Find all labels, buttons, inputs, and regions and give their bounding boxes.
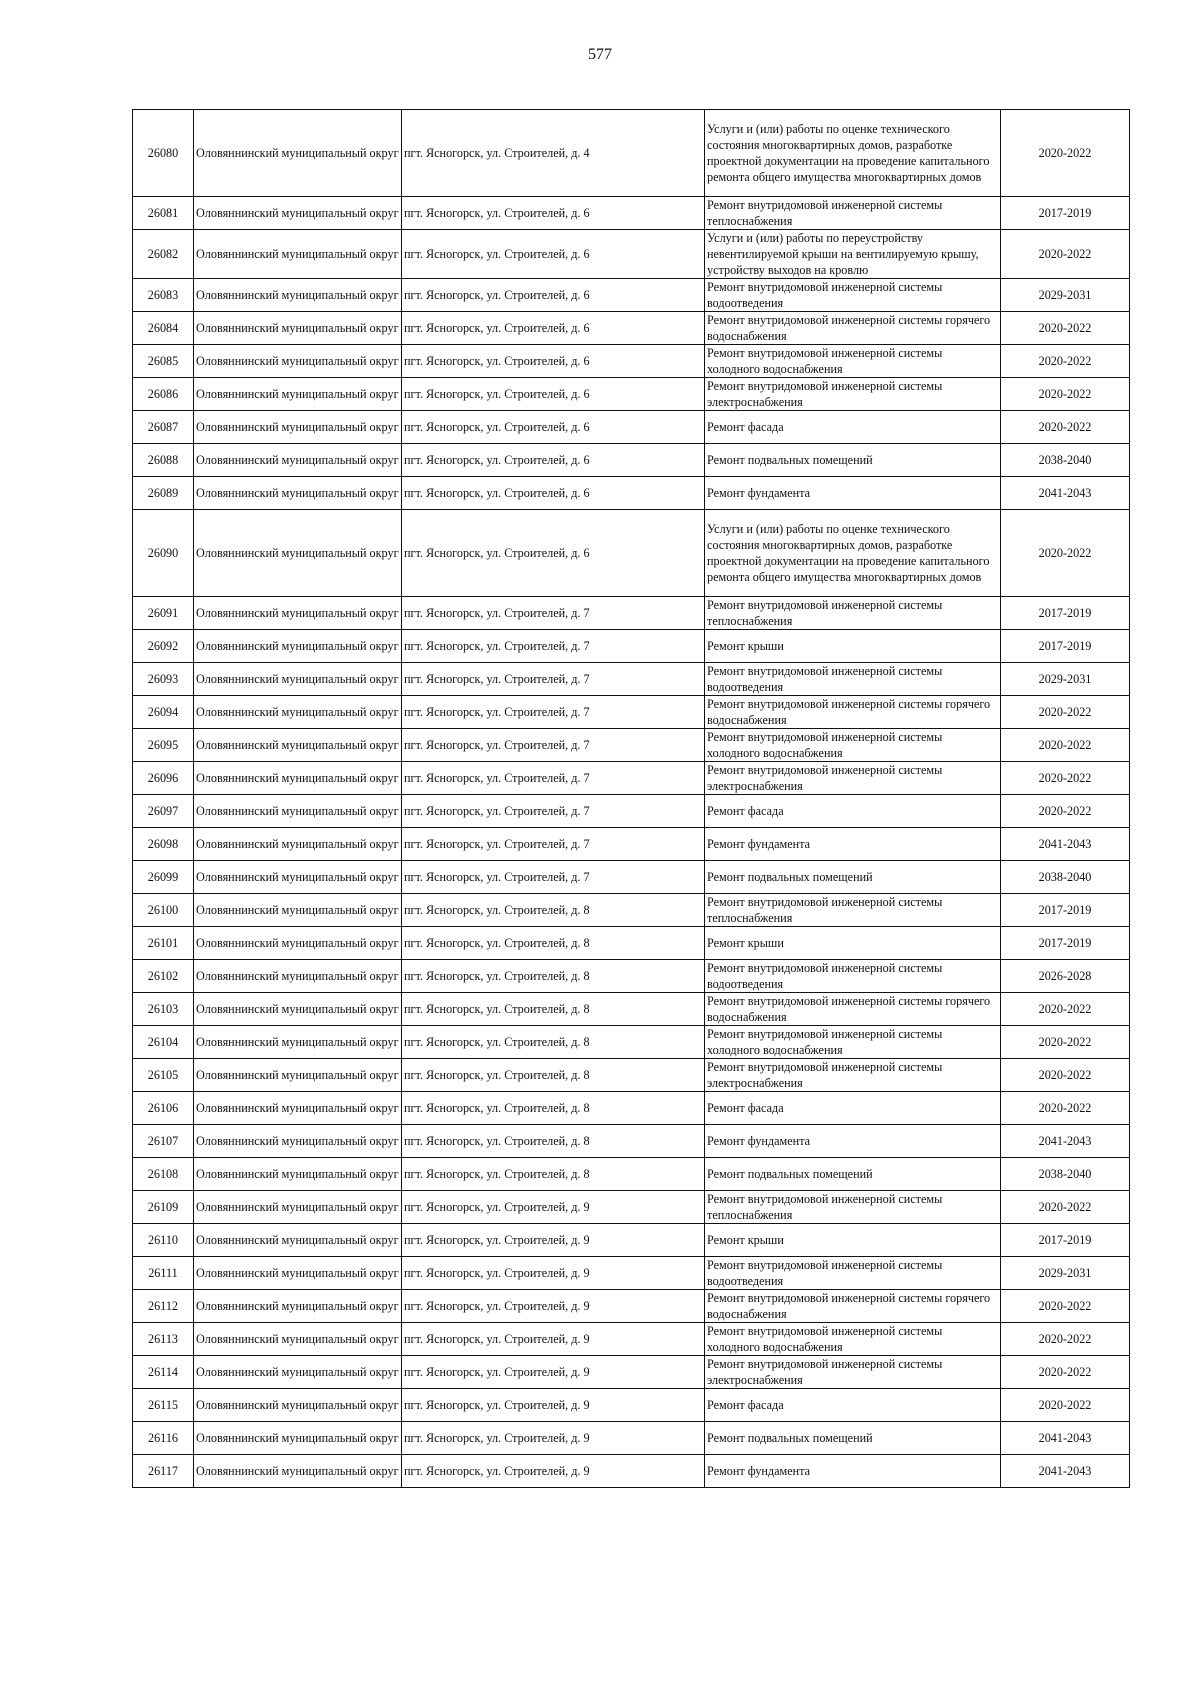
table-row: [133, 1455, 1130, 1488]
municipality-cell: Оловяннинский муниципальный округ: [194, 1356, 402, 1389]
work-type-cell: Ремонт внутридомовой инженерной системы холодного водоснабжения: [705, 345, 1001, 378]
work-type-cell: Ремонт внутридомовой инженерной системы теплоснабжения: [705, 1191, 1001, 1224]
row-number: 26112: [133, 1290, 194, 1323]
table-row: [133, 110, 1130, 197]
municipality-cell: Оловяннинский муниципальный округ: [194, 828, 402, 861]
municipality-cell: Оловяннинский муниципальный округ: [194, 1257, 402, 1290]
table-row: [133, 1059, 1130, 1092]
work-type-cell: Ремонт внутридомовой инженерной системы водоотведения: [705, 1257, 1001, 1290]
period-cell: 2017-2019: [1001, 197, 1130, 230]
work-type-cell: Ремонт фасада: [705, 411, 1001, 444]
municipality-cell: Оловяннинский муниципальный округ: [194, 1422, 402, 1455]
work-type-cell: Ремонт фасада: [705, 1092, 1001, 1125]
address-cell: пгт. Ясногорск, ул. Строителей, д. 6: [402, 444, 705, 477]
row-number: 26111: [133, 1257, 194, 1290]
address-cell: пгт. Ясногорск, ул. Строителей, д. 8: [402, 894, 705, 927]
address-cell: пгт. Ясногорск, ул. Строителей, д. 9: [402, 1422, 705, 1455]
period-cell: 2017-2019: [1001, 927, 1130, 960]
work-type-cell: Ремонт внутридомовой инженерной системы электроснабжения: [705, 1356, 1001, 1389]
address-cell: пгт. Ясногорск, ул. Строителей, д. 9: [402, 1323, 705, 1356]
row-number: 26113: [133, 1323, 194, 1356]
period-cell: 2041-2043: [1001, 828, 1130, 861]
address-cell: пгт. Ясногорск, ул. Строителей, д. 9: [402, 1356, 705, 1389]
address-cell: пгт. Ясногорск, ул. Строителей, д. 6: [402, 279, 705, 312]
work-type-cell: Ремонт внутридомовой инженерной системы водоотведения: [705, 279, 1001, 312]
work-type-cell: Ремонт фасада: [705, 795, 1001, 828]
municipality-cell: Оловяннинский муниципальный округ: [194, 729, 402, 762]
row-number: 26115: [133, 1389, 194, 1422]
period-cell: 2020-2022: [1001, 729, 1130, 762]
period-cell: 2020-2022: [1001, 762, 1130, 795]
work-type-cell: Ремонт внутридомовой инженерной системы теплоснабжения: [705, 197, 1001, 230]
period-cell: 2017-2019: [1001, 630, 1130, 663]
row-number: 26094: [133, 696, 194, 729]
work-type-cell: Ремонт внутридомовой инженерной системы электроснабжения: [705, 762, 1001, 795]
table-row: [133, 861, 1130, 894]
municipality-cell: Оловяннинский муниципальный округ: [194, 630, 402, 663]
municipality-cell: Оловяннинский муниципальный округ: [194, 444, 402, 477]
period-cell: 2020-2022: [1001, 696, 1130, 729]
work-type-cell: Услуги и (или) работы по оценке технического состояния многоквартирных домов, разработке проектной документации на проведение капитального ремонта общего имущества многоквартирных домов: [705, 510, 1001, 597]
address-cell: пгт. Ясногорск, ул. Строителей, д. 7: [402, 597, 705, 630]
row-number: 26082: [133, 230, 194, 279]
table-row: [133, 411, 1130, 444]
municipality-cell: Оловяннинский муниципальный округ: [194, 411, 402, 444]
table-row: [133, 729, 1130, 762]
row-number: 26084: [133, 312, 194, 345]
address-cell: пгт. Ясногорск, ул. Строителей, д. 7: [402, 696, 705, 729]
address-cell: пгт. Ясногорск, ул. Строителей, д. 6: [402, 477, 705, 510]
table-row: [133, 345, 1130, 378]
municipality-cell: Оловяннинский муниципальный округ: [194, 345, 402, 378]
address-cell: пгт. Ясногорск, ул. Строителей, д. 7: [402, 795, 705, 828]
municipality-cell: Оловяннинский муниципальный округ: [194, 312, 402, 345]
address-cell: пгт. Ясногорск, ул. Строителей, д. 7: [402, 762, 705, 795]
page-number: 577: [588, 46, 612, 63]
row-number: 26109: [133, 1191, 194, 1224]
table-row: [133, 1191, 1130, 1224]
address-cell: пгт. Ясногорск, ул. Строителей, д. 8: [402, 1125, 705, 1158]
row-number: 26110: [133, 1224, 194, 1257]
capital-repair-table: [132, 109, 1130, 1488]
municipality-cell: Оловяннинский муниципальный округ: [194, 1026, 402, 1059]
address-cell: пгт. Ясногорск, ул. Строителей, д. 9: [402, 1191, 705, 1224]
table-row: [133, 1026, 1130, 1059]
municipality-cell: Оловяннинский муниципальный округ: [194, 1389, 402, 1422]
table-row: [133, 993, 1130, 1026]
table-row: [133, 312, 1130, 345]
row-number: 26089: [133, 477, 194, 510]
period-cell: 2020-2022: [1001, 510, 1130, 597]
address-cell: пгт. Ясногорск, ул. Строителей, д. 8: [402, 1092, 705, 1125]
address-cell: пгт. Ясногорск, ул. Строителей, д. 6: [402, 411, 705, 444]
work-type-cell: Ремонт внутридомовой инженерной системы электроснабжения: [705, 378, 1001, 411]
work-type-cell: Ремонт внутридомовой инженерной системы теплоснабжения: [705, 894, 1001, 927]
address-cell: пгт. Ясногорск, ул. Строителей, д. 8: [402, 1059, 705, 1092]
row-number: 26099: [133, 861, 194, 894]
address-cell: пгт. Ясногорск, ул. Строителей, д. 6: [402, 510, 705, 597]
row-number: 26098: [133, 828, 194, 861]
municipality-cell: Оловяннинский муниципальный округ: [194, 230, 402, 279]
table-row: [133, 1290, 1130, 1323]
work-type-cell: Ремонт подвальных помещений: [705, 1422, 1001, 1455]
period-cell: 2041-2043: [1001, 477, 1130, 510]
address-cell: пгт. Ясногорск, ул. Строителей, д. 8: [402, 927, 705, 960]
period-cell: 2029-2031: [1001, 663, 1130, 696]
table-row: [133, 828, 1130, 861]
municipality-cell: Оловяннинский муниципальный округ: [194, 197, 402, 230]
address-cell: пгт. Ясногорск, ул. Строителей, д. 8: [402, 1026, 705, 1059]
row-number: 26103: [133, 993, 194, 1026]
municipality-cell: Оловяннинский муниципальный округ: [194, 993, 402, 1026]
work-type-cell: Ремонт подвальных помещений: [705, 861, 1001, 894]
work-type-cell: Ремонт фасада: [705, 1389, 1001, 1422]
municipality-cell: Оловяннинский муниципальный округ: [194, 1125, 402, 1158]
address-cell: пгт. Ясногорск, ул. Строителей, д. 6: [402, 230, 705, 279]
work-type-cell: Услуги и (или) работы по переустройству невентилируемой крыши на вентилируемую крышу, устройству выходов на кровлю: [705, 230, 1001, 279]
row-number: 26087: [133, 411, 194, 444]
address-cell: пгт. Ясногорск, ул. Строителей, д. 6: [402, 312, 705, 345]
work-type-cell: Ремонт внутридомовой инженерной системы холодного водоснабжения: [705, 729, 1001, 762]
address-cell: пгт. Ясногорск, ул. Строителей, д. 8: [402, 1158, 705, 1191]
municipality-cell: Оловяннинский муниципальный округ: [194, 894, 402, 927]
table-row: [133, 762, 1130, 795]
address-cell: пгт. Ясногорск, ул. Строителей, д. 9: [402, 1224, 705, 1257]
row-number: 26101: [133, 927, 194, 960]
address-cell: пгт. Ясногорск, ул. Строителей, д. 9: [402, 1389, 705, 1422]
municipality-cell: Оловяннинский муниципальный округ: [194, 1059, 402, 1092]
municipality-cell: Оловяннинский муниципальный округ: [194, 1224, 402, 1257]
row-number: 26080: [133, 110, 194, 197]
work-type-cell: Ремонт внутридомовой инженерной системы электроснабжения: [705, 1059, 1001, 1092]
address-cell: пгт. Ясногорск, ул. Строителей, д. 8: [402, 993, 705, 1026]
work-type-cell: Ремонт крыши: [705, 630, 1001, 663]
work-type-cell: Ремонт внутридомовой инженерной системы водоотведения: [705, 960, 1001, 993]
row-number: 26083: [133, 279, 194, 312]
row-number: 26085: [133, 345, 194, 378]
period-cell: 2020-2022: [1001, 345, 1130, 378]
row-number: 26097: [133, 795, 194, 828]
municipality-cell: Оловяннинский муниципальный округ: [194, 378, 402, 411]
municipality-cell: Оловяннинский муниципальный округ: [194, 1191, 402, 1224]
work-type-cell: Ремонт внутридомовой инженерной системы холодного водоснабжения: [705, 1026, 1001, 1059]
table-row: [133, 477, 1130, 510]
row-number: 26088: [133, 444, 194, 477]
table-row: [133, 1092, 1130, 1125]
period-cell: 2041-2043: [1001, 1125, 1130, 1158]
period-cell: 2020-2022: [1001, 1092, 1130, 1125]
period-cell: 2020-2022: [1001, 378, 1130, 411]
work-type-cell: Ремонт фундамента: [705, 477, 1001, 510]
table-row: [133, 696, 1130, 729]
municipality-cell: Оловяннинский муниципальный округ: [194, 927, 402, 960]
table-row: [133, 1389, 1130, 1422]
table-row: [133, 510, 1130, 597]
municipality-cell: Оловяннинский муниципальный округ: [194, 279, 402, 312]
work-type-cell: Услуги и (или) работы по оценке технического состояния многоквартирных домов, разработке проектной документации на проведение капитального ремонта общего имущества многоквартирных домов: [705, 110, 1001, 197]
period-cell: 2038-2040: [1001, 861, 1130, 894]
work-type-cell: Ремонт внутридомовой инженерной системы теплоснабжения: [705, 597, 1001, 630]
table-body: [133, 110, 1130, 1488]
table-row: [133, 597, 1130, 630]
row-number: 26117: [133, 1455, 194, 1488]
work-type-cell: Ремонт фундамента: [705, 828, 1001, 861]
period-cell: 2026-2028: [1001, 960, 1130, 993]
period-cell: 2020-2022: [1001, 230, 1130, 279]
period-cell: 2038-2040: [1001, 1158, 1130, 1191]
municipality-cell: Оловяннинский муниципальный округ: [194, 1092, 402, 1125]
table-row: [133, 230, 1130, 279]
work-type-cell: Ремонт крыши: [705, 1224, 1001, 1257]
address-cell: пгт. Ясногорск, ул. Строителей, д. 6: [402, 378, 705, 411]
municipality-cell: Оловяннинский муниципальный округ: [194, 110, 402, 197]
period-cell: 2017-2019: [1001, 1224, 1130, 1257]
period-cell: 2029-2031: [1001, 1257, 1130, 1290]
period-cell: 2020-2022: [1001, 1356, 1130, 1389]
work-type-cell: Ремонт подвальных помещений: [705, 1158, 1001, 1191]
address-cell: пгт. Ясногорск, ул. Строителей, д. 6: [402, 197, 705, 230]
period-cell: 2041-2043: [1001, 1422, 1130, 1455]
municipality-cell: Оловяннинский муниципальный округ: [194, 1158, 402, 1191]
table-row: [133, 1356, 1130, 1389]
address-cell: пгт. Ясногорск, ул. Строителей, д. 7: [402, 861, 705, 894]
row-number: 26116: [133, 1422, 194, 1455]
period-cell: 2020-2022: [1001, 411, 1130, 444]
row-number: 26107: [133, 1125, 194, 1158]
row-number: 26108: [133, 1158, 194, 1191]
row-number: 26114: [133, 1356, 194, 1389]
municipality-cell: Оловяннинский муниципальный округ: [194, 795, 402, 828]
municipality-cell: Оловяннинский муниципальный округ: [194, 1455, 402, 1488]
municipality-cell: Оловяннинский муниципальный округ: [194, 1323, 402, 1356]
period-cell: 2020-2022: [1001, 1290, 1130, 1323]
period-cell: 2017-2019: [1001, 597, 1130, 630]
address-cell: пгт. Ясногорск, ул. Строителей, д. 6: [402, 345, 705, 378]
period-cell: 2041-2043: [1001, 1455, 1130, 1488]
period-cell: 2020-2022: [1001, 993, 1130, 1026]
period-cell: 2020-2022: [1001, 1059, 1130, 1092]
address-cell: пгт. Ясногорск, ул. Строителей, д. 9: [402, 1257, 705, 1290]
row-number: 26105: [133, 1059, 194, 1092]
municipality-cell: Оловяннинский муниципальный округ: [194, 960, 402, 993]
address-cell: пгт. Ясногорск, ул. Строителей, д. 7: [402, 630, 705, 663]
work-type-cell: Ремонт крыши: [705, 927, 1001, 960]
municipality-cell: Оловяннинский муниципальный округ: [194, 696, 402, 729]
table-row: [133, 663, 1130, 696]
address-cell: пгт. Ясногорск, ул. Строителей, д. 7: [402, 729, 705, 762]
period-cell: 2020-2022: [1001, 1191, 1130, 1224]
period-cell: 2029-2031: [1001, 279, 1130, 312]
row-number: 26096: [133, 762, 194, 795]
row-number: 26092: [133, 630, 194, 663]
table-row: [133, 197, 1130, 230]
municipality-cell: Оловяннинский муниципальный округ: [194, 597, 402, 630]
row-number: 26091: [133, 597, 194, 630]
table-row: [133, 1158, 1130, 1191]
municipality-cell: Оловяннинский муниципальный округ: [194, 477, 402, 510]
row-number: 26104: [133, 1026, 194, 1059]
address-cell: пгт. Ясногорск, ул. Строителей, д. 9: [402, 1290, 705, 1323]
address-cell: пгт. Ясногорск, ул. Строителей, д. 8: [402, 960, 705, 993]
table-row: [133, 1323, 1130, 1356]
work-type-cell: Ремонт внутридомовой инженерной системы горячего водоснабжения: [705, 696, 1001, 729]
address-cell: пгт. Ясногорск, ул. Строителей, д. 4: [402, 110, 705, 197]
table-row: [133, 1224, 1130, 1257]
row-number: 26081: [133, 197, 194, 230]
work-type-cell: Ремонт внутридомовой инженерной системы горячего водоснабжения: [705, 312, 1001, 345]
period-cell: 2017-2019: [1001, 894, 1130, 927]
table-row: [133, 444, 1130, 477]
municipality-cell: Оловяннинский муниципальный округ: [194, 1290, 402, 1323]
municipality-cell: Оловяннинский муниципальный округ: [194, 861, 402, 894]
work-type-cell: Ремонт фундамента: [705, 1125, 1001, 1158]
table-row: [133, 795, 1130, 828]
table-row: [133, 1422, 1130, 1455]
row-number: 26086: [133, 378, 194, 411]
period-cell: 2020-2022: [1001, 1323, 1130, 1356]
period-cell: 2020-2022: [1001, 110, 1130, 197]
table-row: [133, 1125, 1130, 1158]
period-cell: 2038-2040: [1001, 444, 1130, 477]
address-cell: пгт. Ясногорск, ул. Строителей, д. 7: [402, 828, 705, 861]
row-number: 26102: [133, 960, 194, 993]
table-row: [133, 894, 1130, 927]
period-cell: 2020-2022: [1001, 1026, 1130, 1059]
row-number: 26106: [133, 1092, 194, 1125]
work-type-cell: Ремонт внутридомовой инженерной системы холодного водоснабжения: [705, 1323, 1001, 1356]
row-number: 26090: [133, 510, 194, 597]
municipality-cell: Оловяннинский муниципальный округ: [194, 510, 402, 597]
period-cell: 2020-2022: [1001, 312, 1130, 345]
work-type-cell: Ремонт фундамента: [705, 1455, 1001, 1488]
table-row: [133, 927, 1130, 960]
work-type-cell: Ремонт внутридомовой инженерной системы горячего водоснабжения: [705, 1290, 1001, 1323]
table-row: [133, 279, 1130, 312]
work-type-cell: Ремонт внутридомовой инженерной системы водоотведения: [705, 663, 1001, 696]
work-type-cell: Ремонт подвальных помещений: [705, 444, 1001, 477]
table-row: [133, 1257, 1130, 1290]
address-cell: пгт. Ясногорск, ул. Строителей, д. 7: [402, 663, 705, 696]
period-cell: 2020-2022: [1001, 795, 1130, 828]
municipality-cell: Оловяннинский муниципальный округ: [194, 762, 402, 795]
municipality-cell: Оловяннинский муниципальный округ: [194, 663, 402, 696]
row-number: 26100: [133, 894, 194, 927]
table-row: [133, 630, 1130, 663]
row-number: 26093: [133, 663, 194, 696]
row-number: 26095: [133, 729, 194, 762]
period-cell: 2020-2022: [1001, 1389, 1130, 1422]
table-row: [133, 378, 1130, 411]
work-type-cell: Ремонт внутридомовой инженерной системы горячего водоснабжения: [705, 993, 1001, 1026]
address-cell: пгт. Ясногорск, ул. Строителей, д. 9: [402, 1455, 705, 1488]
table-row: [133, 960, 1130, 993]
